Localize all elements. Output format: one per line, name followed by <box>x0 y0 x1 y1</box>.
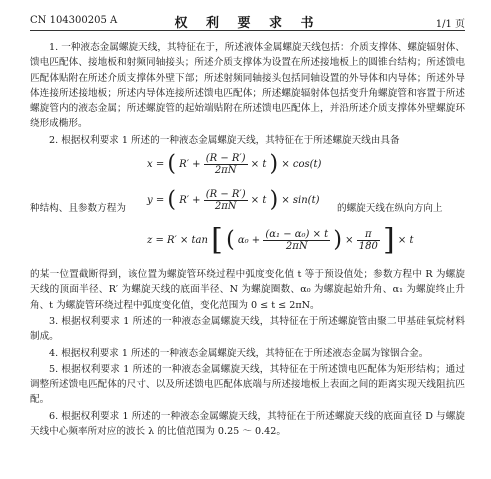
fraction-alpha: $\frac{\text{(α₁ − α₀) × t}}{2\pi N}$ <box>265 229 329 253</box>
fraction-r-y: $\frac{(R - R')}{2\pi N}$ <box>205 189 246 213</box>
claim-2-left-text: 种结构、且参数方程为 <box>30 203 126 215</box>
fraction-pi-180: $\frac{\pi}{180}$ <box>358 229 378 253</box>
page-header <box>30 12 465 31</box>
claim-2-right-text: 的螺旋天线在纵向方向上 <box>337 203 443 215</box>
claim-4: 4. 根据权利要求 1 所述的一种液态金属螺旋天线，其特征在于所述液态金属为镓铟合金。 <box>49 347 429 359</box>
claim-1: 1. 一种液态金属螺旋天线，其特征在于，所述液体金属螺旋天线包括：介质支撑体、螺旋辐射体、馈电匹配体、接地板和射频同轴接头；所述介质支撑体为设置在所述接地板上的圆锥台结构；所述馈电匹配体贴附在所述介质支撑体外壁下部；所述射频同轴接头包括同轴设置的外导体和内导体；所述外导体连接所述接地板；所述内导体连接所述馈电匹配体；所述螺旋辐射体包括变升角螺旋管和容置于所述螺旋管内的液态金属；所述螺旋管的起始端贴附在所述馈电匹配体上，并沿所述介质支撑体外壁螺旋环绕形成椭形。 <box>30 42 465 130</box>
equation-x: x = ( R′ + $\frac{(R - R')}{2\pi N}$ × t ) × cos(t) <box>147 151 322 177</box>
claim-2-rest: 的某一位置截断得到，该位置为螺旋管环绕过程中弧度变化值 t 等于预设值处；参数方程中 R 为螺旋天线的顶面半径、R′ 为螺旋天线的底面半径、N 为螺旋圈数、α₀ 为螺旋起始升角、α₁ 为螺旋终止升角、t 为螺旋管环绕过程中弧度变化值，变化范围为 0 ≤ t ≤ 2πN。 <box>30 269 465 311</box>
claim-3: 3. 根据权利要求 1 所述的一种液态金属螺旋天线，其特征在于所述螺旋管由聚二甲基硅氧烷材料制成。 <box>30 315 465 343</box>
parametric-equation <box>30 149 465 267</box>
equation-z: z = R′ × tan [ ( α₀ + $\frac{\text{(α₁ − α₀) × t}}{2\pi N}$ ) × $\frac{\pi}{180}$ ] × t <box>147 222 414 258</box>
page-number: 1/1 页 <box>435 19 465 30</box>
fraction-r-x: $\frac{(R - R')}{2\pi N}$ <box>205 153 246 177</box>
page-title: 权 利 要 求 书 <box>174 16 321 31</box>
claims-body <box>30 40 465 439</box>
equation-y: y = ( R′ + $\frac{(R - R')}{2\pi N}$ × t ) × sin(t) <box>147 187 320 213</box>
claim-2-intro: 2. 根据权利要求 1 所述的一种液态金属螺旋天线，其特征在于所述螺旋天线由具备 <box>49 134 400 146</box>
document-number: CN 104300205 A <box>30 15 118 26</box>
claim-5: 5. 根据权利要求 1 所述的一种液态金属螺旋天线，其特征在于所述馈电匹配体为矩形结构；通过调整所述馈电匹配体的尺寸、以及所述馈电匹配体底端与所述接地板上表面之间的距离实现天线阻抗匹配。 <box>30 363 465 406</box>
claim-6: 6. 根据权利要求 1 所述的一种液态金属螺旋天线，其特征在于所述螺旋天线的底面直径 D 与螺旋天线中心频率所对应的波长 λ 的比值范围为 0.25 ～ 0.42。 <box>30 410 465 438</box>
